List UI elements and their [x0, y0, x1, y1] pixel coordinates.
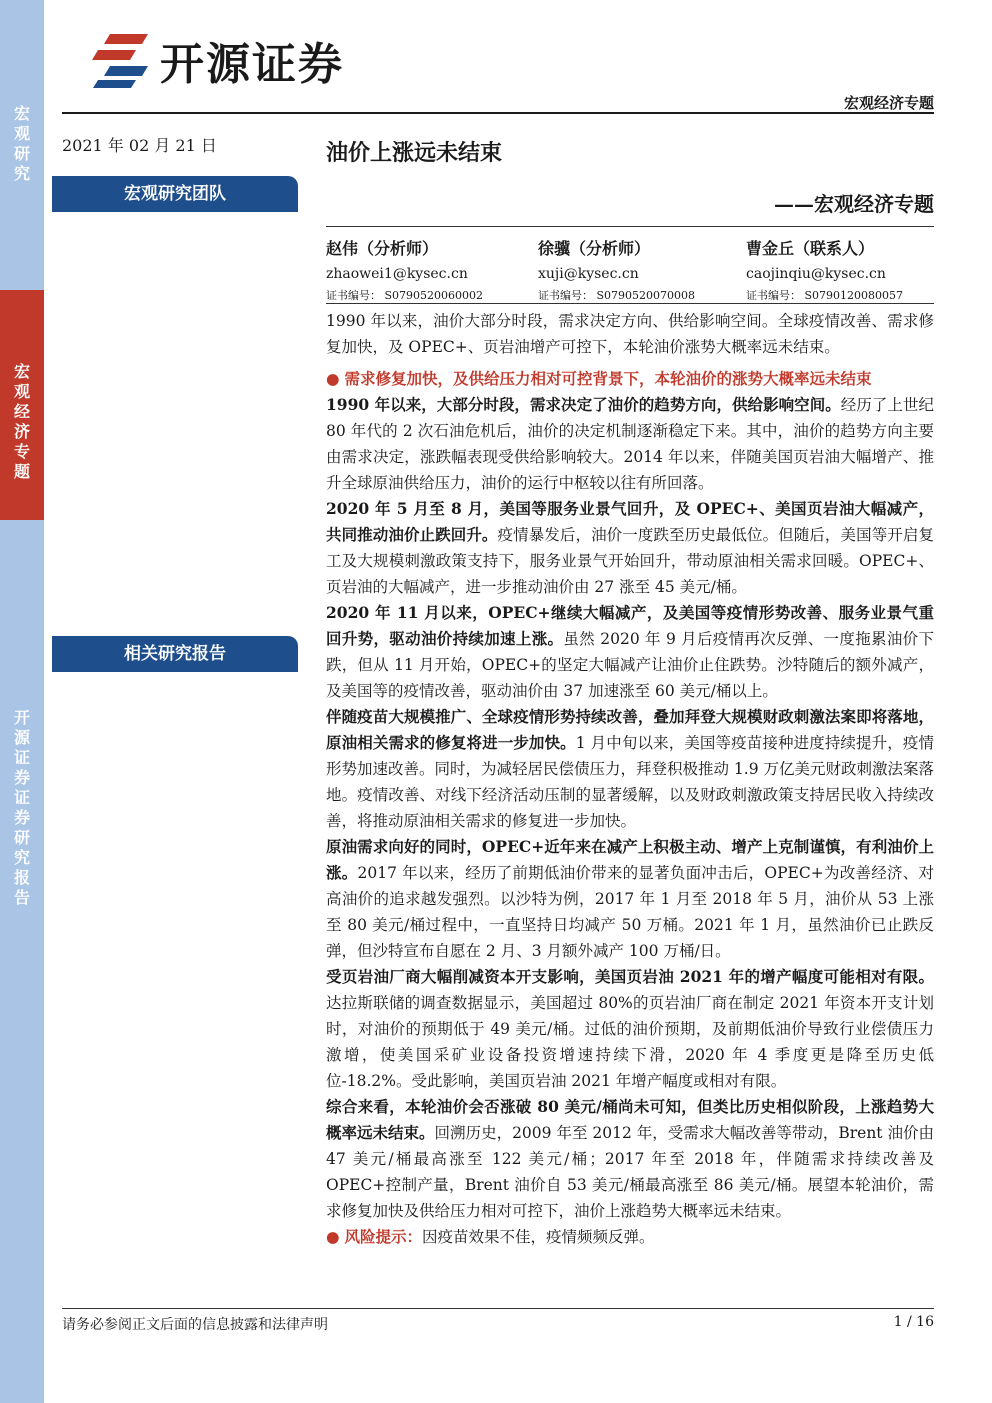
- author-name: 徐骥（分析师）: [538, 239, 651, 258]
- risk-text: 因疫苗效果不佳，疫情频频反弹。: [421, 1228, 655, 1246]
- side-label-mid: 宏观经济专题: [13, 362, 30, 481]
- authors-divider-top: [326, 226, 934, 227]
- author-name: 曹金丘（联系人）: [746, 239, 875, 258]
- intro-paragraph: 1990 年以来，油价大部分时段，需求决定方向、供给影响空间。全球疫情改善、需求修复加快，及 OPEC+、页岩油增产可控下，本轮油价涨势大概率远未结束。: [326, 312, 934, 356]
- header-category: 宏观经济专题: [843, 94, 934, 112]
- report-body: [326, 308, 934, 1250]
- author-cert: 证书编号： S0790520060002: [326, 289, 484, 302]
- author-email: xuji@kysec.cn: [538, 266, 639, 282]
- report-date: 2021 年 02 月 21 日: [62, 136, 217, 155]
- side-strip-mid: [0, 290, 44, 520]
- footer-disclaimer: 请务必参阅正文后面的信息披露和法律声明: [62, 1317, 328, 1333]
- author-1: [326, 238, 526, 304]
- para-lead: 综合来看，本轮油价会否涨破 80 美元/桶尚未可知，但类比历史相似阶段，上涨趋势大概率远未结束。: [326, 1097, 934, 1142]
- para-text: 回溯历史，2009 年至 2012 年，受需求大幅改善等带动，Brent 油价由 47 美元/桶最高涨至 122 美元/桶；2017 年至 2018 年，伴随需求持续改善及 OPEC+控制产量，Brent 油价自 53 美元/桶最高涨至 86 美元/桶。展望本轮油价，需求修复加快及供给压力相对可控下，油价上涨趋势大概率远未结束。: [326, 1124, 934, 1220]
- report-subtitle: ——宏观经济专题: [774, 192, 934, 216]
- report-title: 油价上涨远未结束: [326, 140, 503, 166]
- author-cert: 证书编号： S0790520070008: [538, 289, 696, 302]
- body-paragraph: [326, 600, 934, 704]
- body-paragraph: [326, 964, 934, 1094]
- footer-divider: [62, 1308, 934, 1309]
- section-heading-text: 需求修复加快，及供给压力相对可控背景下，本轮油价的涨势大概率远未结束: [344, 369, 872, 388]
- body-paragraph: [326, 1094, 934, 1224]
- body-paragraph: [326, 834, 934, 964]
- side-label-bottom: 开源证券 证券研究报告: [13, 708, 30, 907]
- para-lead: 伴随疫苗大规模推广、全球疫情形势持续改善，叠加拜登大规模财政刺激法案即将落地，原油相关需求的修复将进一步加快。: [326, 707, 934, 752]
- author-cert: 证书编号： S0790120080057: [746, 289, 904, 302]
- author-3: [746, 238, 946, 304]
- page-number: 1 / 16: [893, 1314, 934, 1330]
- authors-divider-bottom: [326, 303, 934, 304]
- side-strip-top: [0, 0, 44, 290]
- author-name: 赵伟（分析师）: [326, 239, 439, 258]
- risk-paragraph: [326, 1224, 934, 1250]
- para-lead: 1990 年以来，大部分时段，需求决定了油价的趋势方向，供给影响空间。: [326, 395, 841, 414]
- para-text: 2017 年以来，经历了前期低油价带来的显著负面冲击后，OPEC+为改善经济、对高油价的追求越发强烈。以沙特为例，2017 年 1 月至 2018 年 5 月，油价从 53 上涨至 80 美元/桶过程中，一直坚持日均减产 50 万桶。2021 年 1 月，虽然油价已止跌反弹，但沙特宣布自愿在 2 月、3 月额外减产 100 万桶/日。: [326, 864, 934, 960]
- para-text: 经历了上世纪 80 年代的 2 次石油危机后，油价的决定机制逐渐稳定下来。其中，油价的趋势方向主要由需求决定，涨跌幅表现受供给影响较大。2014 年以来，伴随美国页岩油大幅增产、推升全球原油供给压力，油价的运行中枢较以往有所回落。: [326, 396, 934, 492]
- team-label: 宏观研究团队: [52, 176, 298, 212]
- bullet-icon: ●: [326, 1228, 340, 1246]
- para-lead: 2020 年 11 月以来，OPEC+继续大幅减产，及美国等疫情形势改善、服务业景气重回升势，驱动油价持续加速上涨。: [326, 603, 934, 648]
- para-lead: 原油需求向好的同时，OPEC+近年来在减产上积极主动、增产上克制谨慎，有利油价上涨。: [326, 837, 934, 882]
- section-heading: [326, 366, 934, 392]
- author-2: [538, 238, 738, 304]
- body-paragraph: [326, 496, 934, 600]
- para-text: 达拉斯联储的调查数据显示，美国超过 80%的页岩油厂商在制定 2021 年资本开支计划时，对油价的预期低于 49 美元/桶。过低的油价预期，及前期低油价导致行业偿债压力激增，使美国采矿业设备投资增速持续下滑，2020 年 4 季度更是降至历史低位-18.2%。受此影响，美国页岩油 2021 年增产幅度或相对有限。: [326, 994, 934, 1090]
- side-label-top: 宏观研究: [13, 104, 30, 183]
- company-logo: [90, 30, 344, 90]
- para-text: 虽然 2020 年 9 月后疫情再次反弹、一度拖累油价下跌，但从 11 月开始，OPEC+的坚定大幅减产让油价止住跌势。沙特随后的额外减产，及美国等的疫情改善，驱动油价由 37 加速涨至 60 美元/桶以上。: [326, 630, 934, 700]
- logo-name: 开源证券: [160, 39, 344, 90]
- body-paragraph: [326, 704, 934, 834]
- header-divider: [62, 112, 934, 114]
- risk-label: 风险提示：: [344, 1227, 422, 1246]
- para-text: 疫情暴发后，油价一度跌至历史最低位。但随后，美国等开启复工及大规模刺激政策支持下，服务业景气开始回升，带动原油相关需求回暖。OPEC+、页岩油的大幅减产，进一步推动油价由 27 涨至 45 美元/桶。: [326, 526, 934, 596]
- para-lead: 受页岩油厂商大幅削减资本开支影响，美国页岩油 2021 年的增产幅度可能相对有限。: [326, 967, 934, 986]
- logo-mark-icon: [90, 30, 154, 90]
- body-paragraph: [326, 392, 934, 496]
- bullet-icon: ●: [326, 370, 340, 388]
- para-text: 1 月中旬以来，美国等疫苗接种进度持续提升，疫情形势加速改善。同时，为减轻居民偿债压力，拜登积极推动 1.9 万亿美元财政刺激法案落地。疫情改善、对线下经济活动压制的显著缓解，以及财政刺激政策支持居民收入持续改善，将推动原油相关需求的修复进一步加快。: [326, 734, 935, 830]
- para-lead: 2020 年 5 月至 8 月，美国等服务业景气回升，及 OPEC+、美国页岩油大幅减产，共同推动油价止跌回升。: [326, 499, 934, 544]
- author-email: caojinqiu@kysec.cn: [746, 266, 886, 282]
- related-reports-label: 相关研究报告: [52, 636, 298, 672]
- author-email: zhaowei1@kysec.cn: [326, 266, 468, 282]
- side-strip-bottom: [0, 520, 44, 1403]
